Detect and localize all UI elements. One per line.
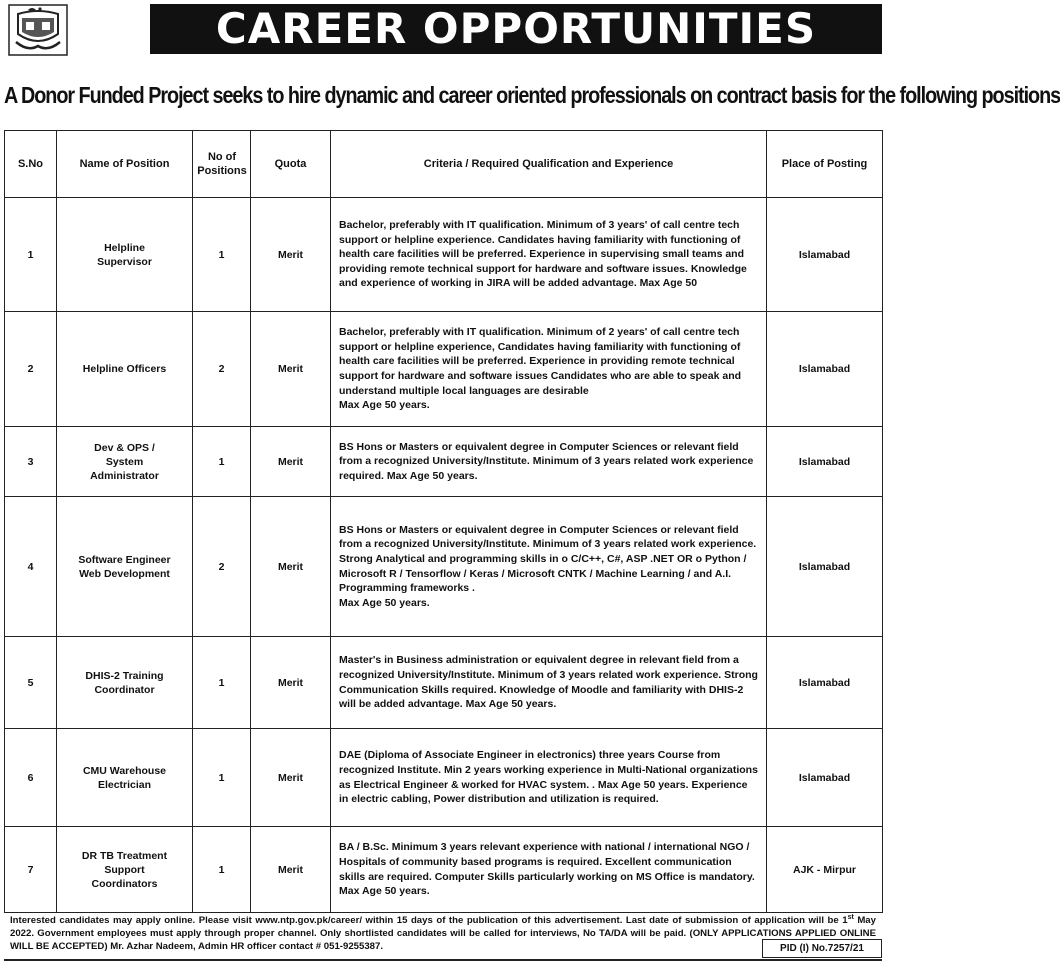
row-position: DHIS-2 Training Coordinator <box>57 637 193 729</box>
row-sno: 2 <box>5 312 57 427</box>
row-criteria <box>331 312 767 427</box>
column-header-criteria: Criteria / Required Qualification and Experience <box>331 131 767 198</box>
row-count: 1 <box>193 637 251 729</box>
row-criteria: BS Hons or Masters or equivalent degree in Computer Sciences or relevant field from a recognized University/Institute. Minimum of 3 years related work experience required. Max Age 50 years. <box>331 427 767 497</box>
row-posting: Islamabad <box>767 198 883 312</box>
table-row <box>5 497 883 637</box>
row-count: 1 <box>193 827 251 913</box>
row-criteria: DAE (Diploma of Associate Engineer in electronics) three years Course from recognized Institute. Min 2 years working experience in Multi-National organizations as Electrical Engineer & worked for HVAC system. . Max Age 50 years. Experience in electric cabling, Power distribution and utilization is required. <box>331 729 767 827</box>
positions-table <box>4 130 883 913</box>
column-header-position: Name of Position <box>57 131 193 198</box>
criteria-age: Max Age 50 years. <box>339 596 430 609</box>
row-count: 1 <box>193 198 251 312</box>
criteria-text: BS Hons or Masters or equivalent degree in Computer Sciences or relevant field from a recognized University/Institute. Minimum of 3 years related work experience. Strong Analytical and programming skills in o C/C++, C#, ASP .NET OR o Python / Microsoft R / Tensorflow / Keras / Microsoft CNTK / Machine Learning / and A.I. Programming frameworks . <box>339 523 757 595</box>
row-quota: Merit <box>251 827 331 913</box>
row-quota: Merit <box>251 312 331 427</box>
table-row <box>5 637 883 729</box>
table-row <box>5 827 883 913</box>
criteria-age: Max Age 50 years. <box>339 399 430 412</box>
table-row <box>5 198 883 312</box>
row-criteria: Master's in Business administration or equivalent degree in relevant field from a recognized University/Institute. Minimum of 3 years related work experience. Strong Communication Skills required. Knowledge of Moodle and familiarity with DHIS-2 will be added advantage. Max Age 50 years. <box>331 637 767 729</box>
row-count: 1 <box>193 427 251 497</box>
government-emblem-logo <box>8 4 68 56</box>
column-header-sno: S.No <box>5 131 57 198</box>
row-position: DR TB Treatment Support Coordinators <box>57 827 193 913</box>
row-posting: AJK - Mirpur <box>767 827 883 913</box>
pid-number-badge: PID (I) No.7257/21 <box>762 939 882 958</box>
row-position: Helpline Supervisor <box>57 198 193 312</box>
row-sno: 5 <box>5 637 57 729</box>
table-row <box>5 427 883 497</box>
row-posting: Islamabad <box>767 312 883 427</box>
row-posting: Islamabad <box>767 497 883 637</box>
table-row <box>5 729 883 827</box>
row-quota: Merit <box>251 637 331 729</box>
row-quota: Merit <box>251 198 331 312</box>
row-quota: Merit <box>251 497 331 637</box>
row-posting: Islamabad <box>767 427 883 497</box>
row-sno: 1 <box>5 198 57 312</box>
row-sno: 4 <box>5 497 57 637</box>
row-position: Software Engineer Web Development <box>57 497 193 637</box>
page-title: CAREER OPPORTUNITIES <box>150 4 882 54</box>
row-position: CMU Warehouse Electrician <box>57 729 193 827</box>
row-sno: 7 <box>5 827 57 913</box>
row-posting: Islamabad <box>767 729 883 827</box>
row-count: 2 <box>193 497 251 637</box>
row-criteria: Bachelor, preferably with IT qualification. Minimum of 3 years' of call centre tech support or helpline experience. Candidates having familiarity with functioning of health care facilities will be preferred. Experience in supervising small teams and providing remote technical support for hardware and software issues. Knowledge and experience of working in JIRA will be added advantage. Max Age 50 <box>331 198 767 312</box>
row-count: 2 <box>193 312 251 427</box>
column-header-count: No of Positions <box>193 131 251 198</box>
row-quota: Merit <box>251 427 331 497</box>
row-count: 1 <box>193 729 251 827</box>
column-header-quota: Quota <box>251 131 331 198</box>
row-criteria: BA / B.Sc. Minimum 3 years relevant experience with national / international NGO / Hospitals of community based programs is required. Excellent communication skills are required. Computer Skills particularly working on MS Office is mandatory. Max Age 50 years. <box>331 827 767 913</box>
row-position: Dev & OPS / System Administrator <box>57 427 193 497</box>
row-quota: Merit <box>251 729 331 827</box>
row-position: Helpline Officers <box>57 312 193 427</box>
table-header-row <box>5 131 883 198</box>
table-row <box>5 312 883 427</box>
row-sno: 6 <box>5 729 57 827</box>
row-criteria <box>331 497 767 637</box>
row-posting: Islamabad <box>767 637 883 729</box>
headline: A Donor Funded Project seeks to hire dynamic and career oriented professionals on contract basis for the following positions <box>4 82 1060 108</box>
column-header-posting: Place of Posting <box>767 131 883 198</box>
application-instructions: Interested candidates may apply online. Please visit www.ntp.gov.pk/career/ within 15 days of the publication of this advertisement. Last date of submission of application will be 1st May 2022. Government employees must apply through proper channel. Only shortlisted candidates will be called for interviews, No TA/DA will be paid. (ONLY APPLICATIONS APPLIED ONLINE WILL BE ACCEPTED) Mr. Azhar Nadeem, Admin HR officer contact # 051-9255387. <box>10 914 876 953</box>
criteria-text: Bachelor, preferably with IT qualification. Minimum of 2 years' of call centre tech support or helpline experience, Candidates having familiarity with functioning of health care facilities will be preferred. Experience in providing remote technical support for hardware and software issues Candidates who are able to speak and understand multiple local languages are desirable <box>339 326 742 397</box>
row-sno: 3 <box>5 427 57 497</box>
bottom-divider <box>4 959 882 961</box>
